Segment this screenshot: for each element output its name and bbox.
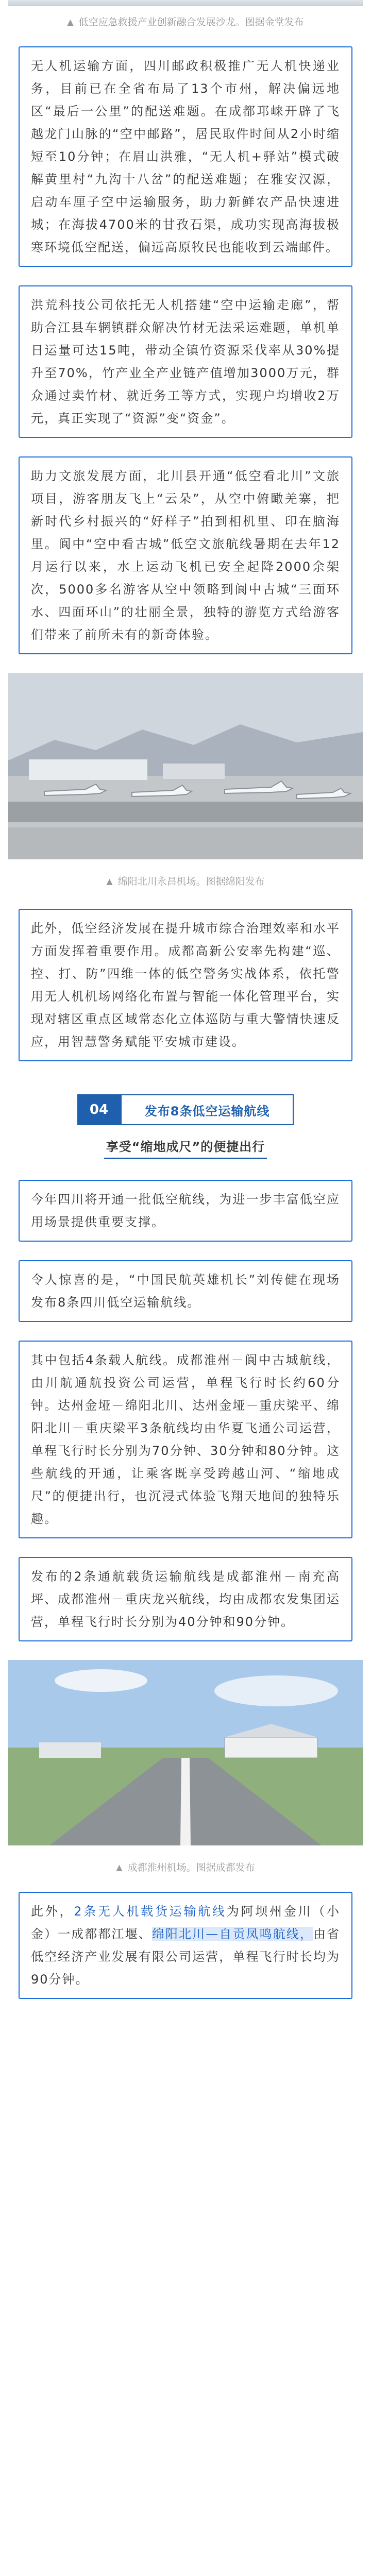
paragraph-new-routes: 今年四川将开通一批低空航线，为进一步丰富低空应用场景提供重要支撑。: [19, 1180, 352, 1242]
paragraph-honghuang-tech: 洪荒科技公司依托无人机搭建“空中运输走廊”，帮助合江县车辋镇群众解决竹材无法采运难题，单机单日运量可达15吨，带动全镇竹资源采伐率从30%提升至70%，竹产业全产业链产值增加3000万元，群众通过卖竹材、就近务工等方式，实现户均增收2万元，真正实现了“资源”变“资金”。: [19, 285, 352, 438]
caption-text: 绵阳北川永昌机场。图据绵阳发布: [117, 876, 265, 887]
airport-photo: [8, 673, 363, 859]
caption-text: 低空应急救援产业创新融合发展沙龙。图据金堂发布: [78, 16, 304, 28]
huaizhou-airport-photo: [8, 1660, 363, 1845]
paragraph-cargo-routes: 发布的2条通航载货运输航线是成都淮州－南充高坪、成都淮州－重庆龙兴航线，均由成都农发集团运营，单程飞行时长分别为40分钟和90分钟。: [19, 1557, 352, 1641]
caption-triangle-icon: ▲: [116, 1862, 123, 1872]
paragraph-drone-transport: 无人机运输方面，四川邮政积极推广无人机快递业务，目前已在全省布局了13个市州，解决偏远地区“最后一公里”的配送难题。在成都邛崃开辟了飞越龙门山脉的“空中邮路”，居民取件时间从2小时缩短至10分钟；在眉山洪雅，“无人机+驿站”模式破解黄里村“九沟十八岔”的配送难题；在雅安汉源，启动车厘子空中运输服务，助力新鲜农产品快速进城；在海拔4700米的甘孜石渠，成功实现高海拔极寒环境低空配送，偏远高原牧民也能收到云端邮件。: [19, 46, 352, 267]
highlight-drone-routes: 2条无人机载货运输航线: [74, 1904, 227, 1919]
paragraph-police: 此外，低空经济发展在提升城市综合治理效率和水平方面发挥着重要作用。成都高新公安率先构建“巡、控、打、防”四维一体的低空警务实战体系，依托警用无人机机场网络化布置与智能一体化管理平台，实现对辖区重点区域常态化立体巡防与重大警情快速反应，用智慧警务赋能平安城市建设。: [19, 909, 352, 1061]
highlight-beichuan-route: 绵阳北川—自贡凤鸣航线，: [151, 1927, 313, 1941]
paragraph-captain: 令人惊喜的是，“中国民航英雄机长”刘传健在现场发布8条四川低空运输航线。: [19, 1260, 352, 1322]
section-subtitle: [0, 1137, 371, 1159]
section-number: 04: [77, 1094, 121, 1125]
paragraph-tail: 由省低空经济产业发展有限公司运营，单程飞行时长均为90分钟。: [31, 1927, 341, 1987]
top-image: [8, 0, 363, 6]
paragraph-passenger-routes: 其中包括4条载人航线。成都淮州－阆中古城航线，由川航通航投资公司运营，单程飞行时长约60分钟。达州金垭－绵阳北川、达州金垭－重庆梁平、绵阳北川－重庆梁平3条航线均由华夏飞通公司运营，单程飞行时长分别为70分钟、30分钟和80分钟。这些航线的开通，让乘客既享受跨越山河、“缩地成尺”的便捷出行，也沉浸式体验飞翔天地间的独特乐趣。: [19, 1341, 352, 1538]
image-caption: [0, 1845, 371, 1876]
section-subtitle-text: 享受“缩地成尺”的便捷出行: [104, 1137, 267, 1159]
paragraph-mid: 为阿坝州金川（小金）一成都都江堰、: [31, 1904, 341, 1941]
paragraph-lead: 此外，: [31, 1904, 74, 1919]
section-heading: [77, 1094, 294, 1125]
image-caption: [0, 859, 371, 890]
caption-triangle-icon: ▲: [67, 17, 74, 27]
paragraph-drone-cargo: [19, 1892, 352, 1999]
section-title: 发布8条低空运输航线: [121, 1094, 294, 1125]
caption-text: 成都淮州机场。图据成都发布: [127, 1862, 255, 1873]
paragraph-tourism: 助力文旅发展方面，北川县开通“低空看北川”文旅项目，游客朋友飞上“云朵”，从空中俯瞰羌寨，把新时代乡村振兴的“好样子”拍到相机里、印在脑海里。阆中“空中看古城”低空文旅航线暑期在去年12月运行以来，水上运动飞机已安全起降2000余架次，5000多名游客从空中领略到阆中古城“三面环水、四面环山”的壮丽全景，独特的游览方式给游客们带来了前所未有的新奇体验。: [19, 456, 352, 654]
image-caption: [0, 6, 371, 31]
caption-triangle-icon: ▲: [106, 876, 113, 886]
